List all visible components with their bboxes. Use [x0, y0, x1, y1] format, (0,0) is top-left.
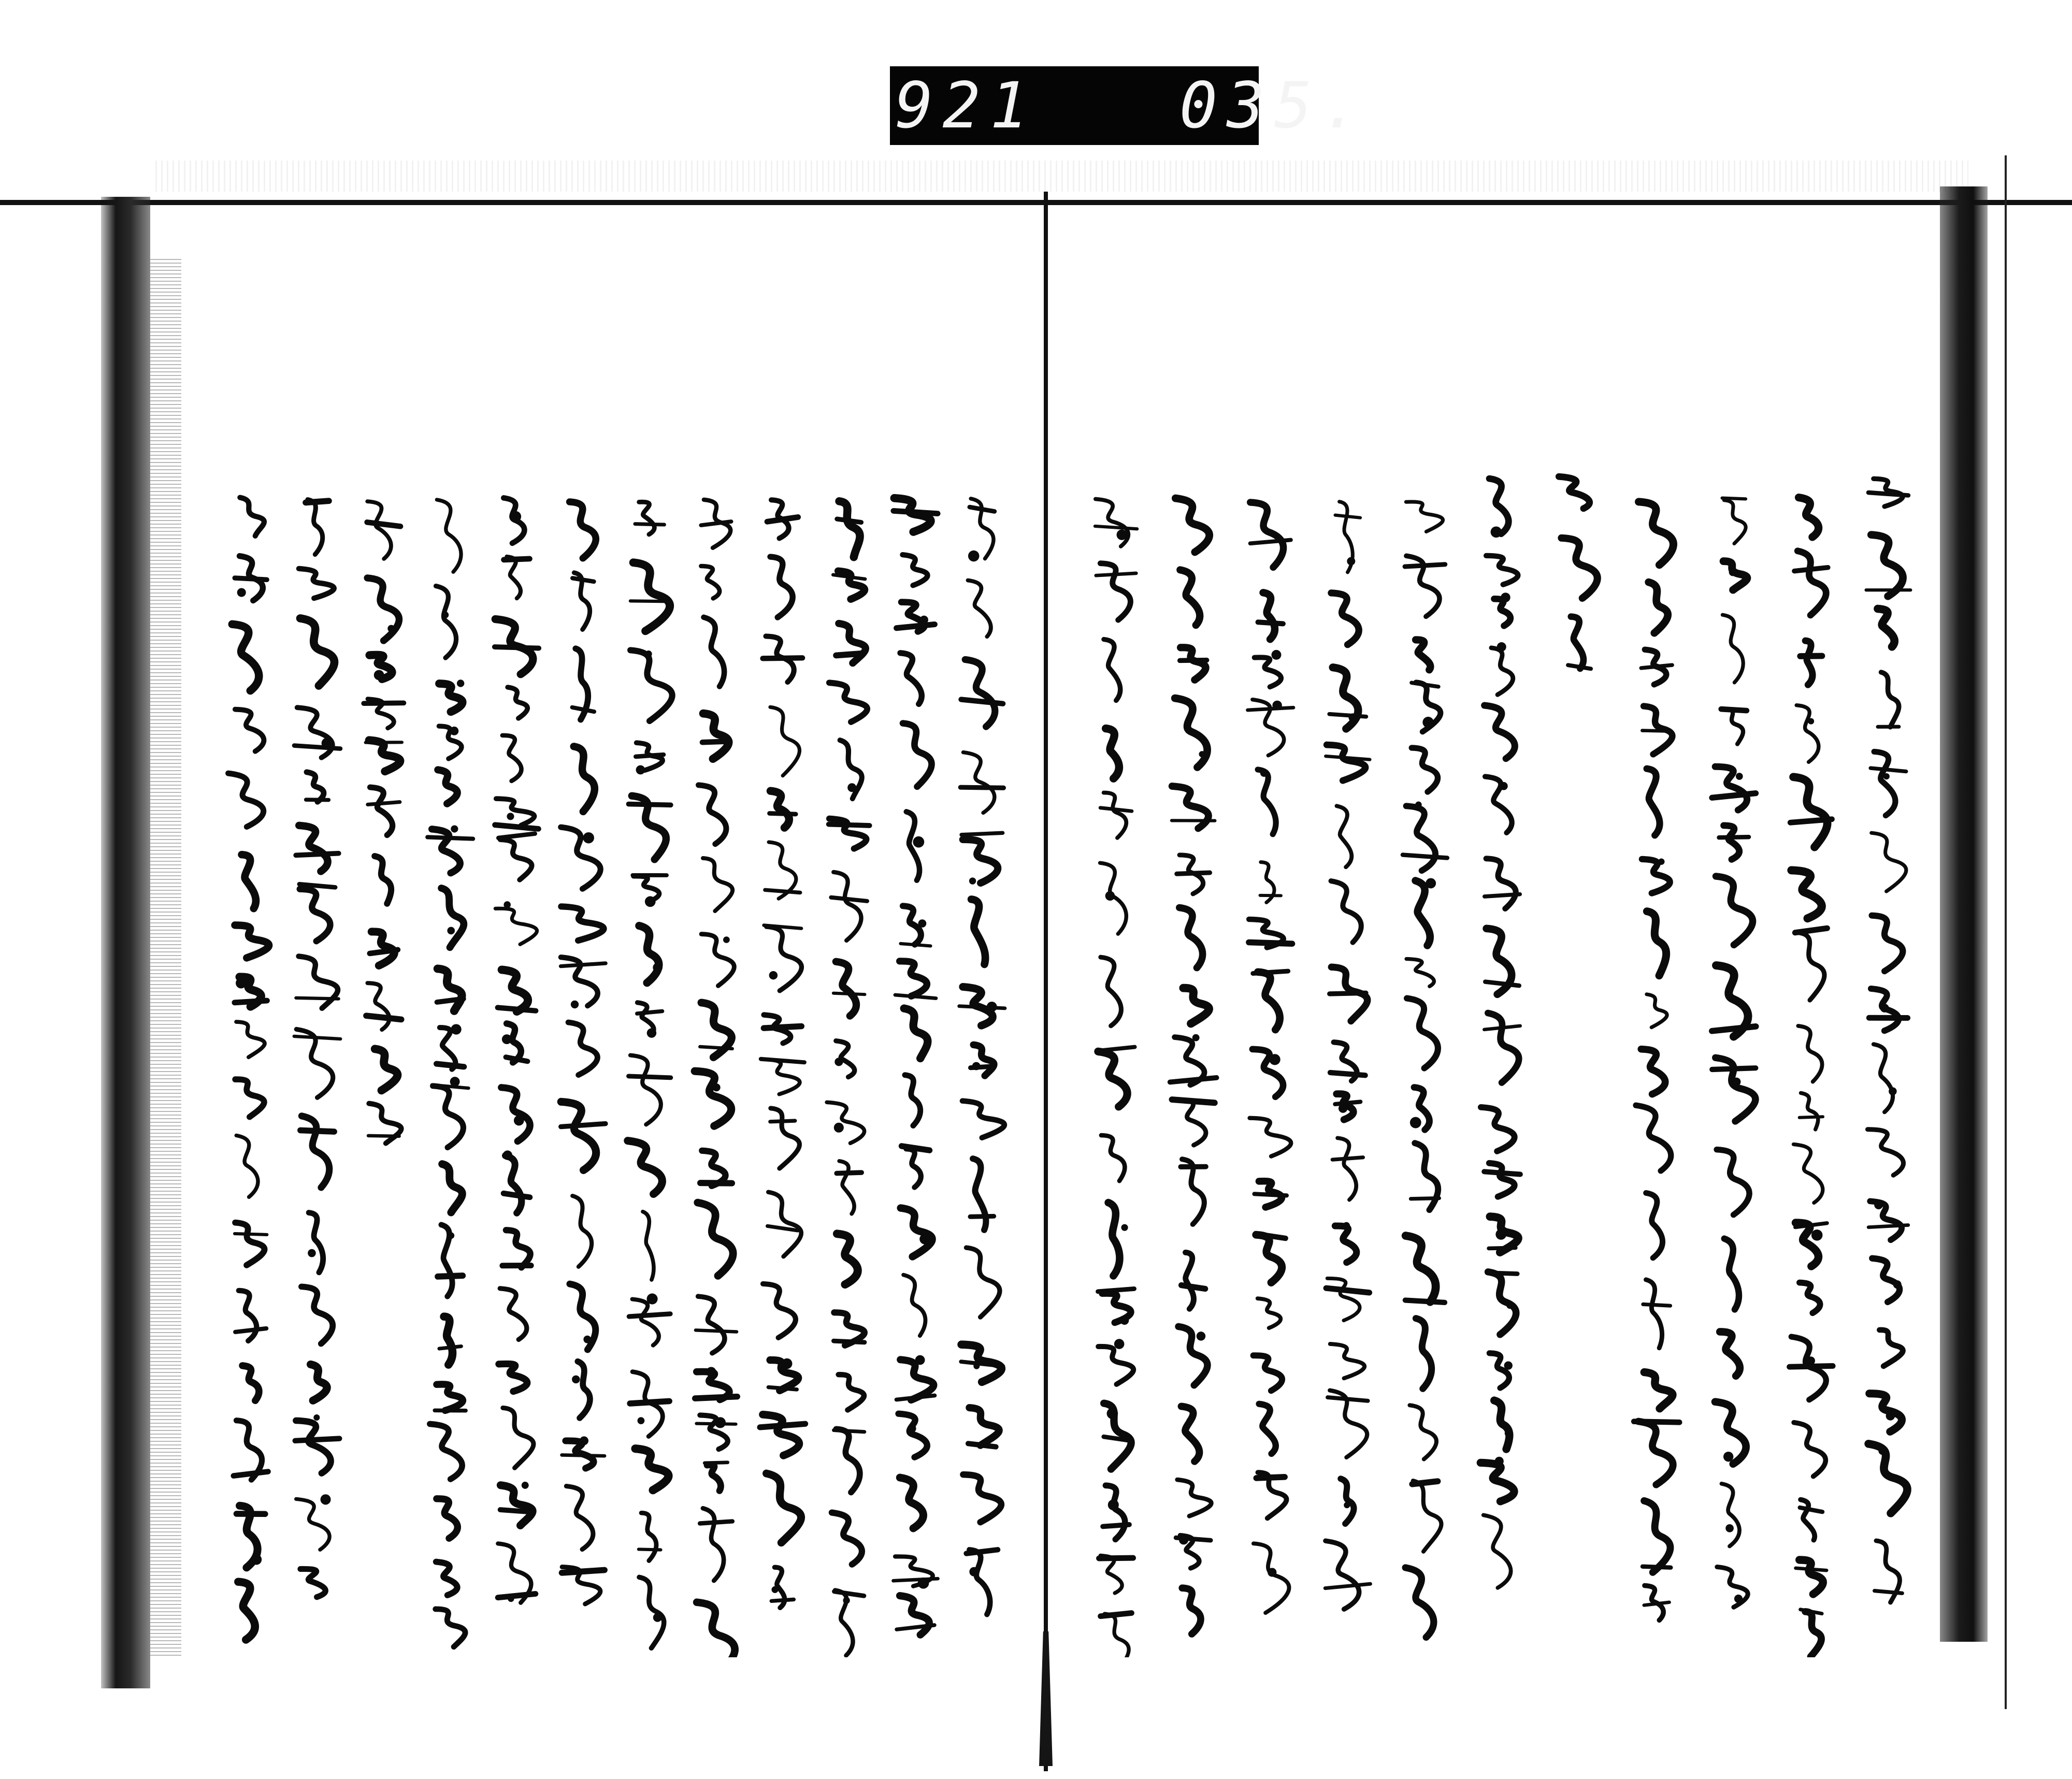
right-border-line: [2005, 155, 2007, 1709]
left-edge-shadow: [150, 259, 181, 1657]
reel-number: 921: [895, 69, 1038, 142]
handwritten-column: [628, 502, 672, 1648]
handwritten-column: [1325, 502, 1370, 1609]
handwritten-column: [959, 499, 1005, 1614]
right-page-handwriting: [1077, 466, 1927, 1657]
handwritten-column: [1712, 498, 1756, 1608]
handwritten-column: [1559, 476, 1597, 669]
handwritten-column: [228, 498, 269, 1640]
handwritten-column: [364, 501, 404, 1143]
top-edge-haze: [155, 161, 1968, 192]
handwritten-column: [1866, 479, 1911, 1602]
frame-number: 035.: [1179, 69, 1369, 142]
handwritten-column: [1480, 479, 1520, 1588]
handwritten-column: [1170, 498, 1217, 1634]
handwritten-column: [1790, 498, 1833, 1657]
top-page-edge: [0, 200, 2072, 205]
handwritten-column: [695, 500, 737, 1657]
handwritten-column: [294, 500, 340, 1597]
right-page-edge: [1940, 186, 1988, 1642]
left-page-edge: [101, 197, 150, 1688]
handwritten-column: [561, 502, 606, 1604]
left-page-handwriting: [218, 466, 1015, 1657]
handwritten-column: [1248, 502, 1293, 1613]
handwritten-column: [894, 498, 938, 1635]
handwritten-column: [427, 500, 473, 1647]
book-spine: [1044, 192, 1048, 1771]
handwritten-column: [1095, 499, 1137, 1657]
frame-number-label: [890, 66, 1369, 145]
handwritten-column: [495, 498, 539, 1602]
handwritten-column: [760, 500, 805, 1608]
handwritten-column: [827, 501, 870, 1656]
handwritten-column: [1403, 502, 1447, 1637]
handwritten-column: [1634, 502, 1679, 1621]
spine-tab: [1039, 1631, 1053, 1766]
